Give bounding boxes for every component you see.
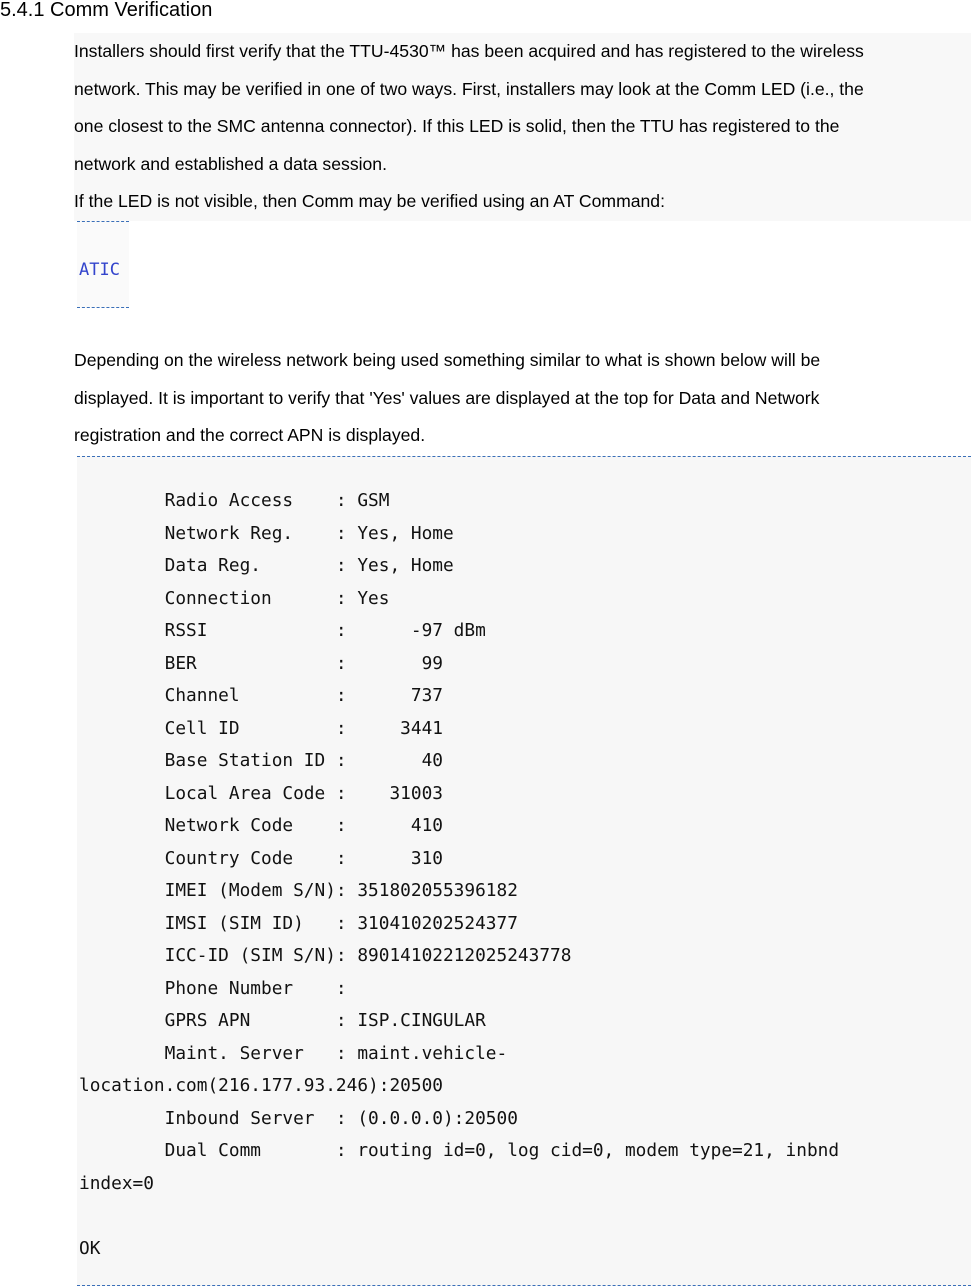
intro-line: Installers should first verify that the TTU-4530™ has been acquired and has registered to the wireless (74, 41, 864, 61)
explanation-line: registration and the correct APN is displayed. (74, 425, 426, 445)
intro-line: network and established a data session. (74, 153, 387, 174)
intro-line: one closest to the SMC antenna connector). If this LED is solid, then the TTU has registered to the (74, 116, 840, 136)
command-output-text: Radio Access : GSM Network Reg. : Yes, Home Data Reg. : Yes, Home Connection : Yes RSSI : -97 dBm BER : 99 Channel : 737 Cell ID : 3441 Base Station ID : 40 Local Area Code : 31003 Network Code : 410 Country Code : 310 IMEI (Modem S/N): 351802055396182 IMSI (SIM ID) : 310410202524377 ICC-ID (SIM S/N): 89014102212025243778 Phone Number : GPRS APN : ISP.CINGULAR Maint. Server : maint.vehicle- location.com(216.177.93.246):20500 Inbound Server : (0.0.0.0):20500 Dual Comm : routing id=0, log cid=0, modem type=21, inbnd index=0 OK (79, 490, 840, 1259)
explanation-paragraph (74, 342, 971, 455)
section-heading: 5.4.1 Comm Verification (0, 0, 213, 21)
intro-line: network. This may be verified in one of two ways. First, installers may look at the Comm LED (i.e., the (74, 78, 864, 99)
explanation-line: displayed. It is important to verify that 'Yes' values are displayed at the top for Data and Network (74, 387, 820, 408)
at-command-block (77, 221, 129, 308)
intro-line: If the LED is not visible, then Comm may be verified using an AT Command: (74, 191, 665, 211)
intro-paragraph (74, 33, 971, 221)
explanation-line: Depending on the wireless network being used something similar to what is shown below will be (74, 350, 821, 370)
at-command-text: ATIC (79, 260, 120, 280)
command-output-block (77, 456, 971, 1286)
